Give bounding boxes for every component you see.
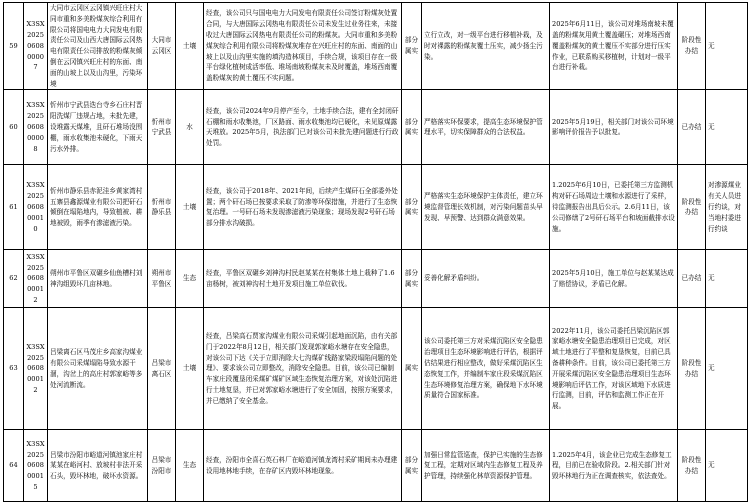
row-number: 59 <box>4 3 24 90</box>
case-code: X3SX2025060800012 <box>24 250 48 308</box>
table-row <box>4 90 748 165</box>
case-description: 大同市云冈区云冈镇兴旺庄村大同市重和多美粉煤灰综合利用有限公司将国电电力大同发电有限责任公司及山西大唐国际云冈热电有限责任公司排放的粉煤灰倾倒在云冈镇兴旺庄村的东面、南面的山坡上以及山沟里，污染环境 <box>48 3 148 90</box>
table-row <box>4 3 748 90</box>
handling-status: 阶段性办结 <box>678 430 706 502</box>
investigation-finding: 经查，该公司于2018年、2021年间，后续产生煤矸石全部委外处置；两个矸石场已按要求采取了防渗等环保措施，并进行了生态恢复治理。一号矸石场未发现渗滤液污染现象；现场发现2号矸石场部分排水沟破损。 <box>204 165 402 250</box>
case-description: 忻州市静乐县赤泥洼乡黄家湾村五寨县鑫源煤业有限公司把矸石倾倒在塌陷地内，导致植被、耕地被毁，雨季有渗滤液污染。 <box>48 165 148 250</box>
rectification-progress: 2022年11月，该公司委托吕梁沉陷区郭家峪水塘安全隐患治理项目已完成，对区域土地进行了平整和复垦恢复，目前已具备耕种条件。目前，该公司已委托第三方开展采煤沉陷区安全隐患治理项目生态环境影响后评估工作，对该区域地下水质进行监测，目前，评估和监测工作正在开展。 <box>550 308 678 430</box>
investigation-finding: 经查，平鲁区双碾乡刘神沟村民赵某某在村集体土地上栽种了1.6亩杨树，被刘神沟村土地开发项目施工单位砍伐。 <box>204 250 402 308</box>
rectification-progress: 2025年6月11日，该公司对堆场南坡未覆盖的粉煤灰用黄土覆盖碾压；对堆场西南覆盖粉煤灰的黄土覆压不实部分进行压实作业，已联系购买移植树，计划对一级平台进行补栽。 <box>550 3 678 90</box>
verdict: 部分属实 <box>402 90 422 165</box>
pollution-type: 土壤 <box>176 165 204 250</box>
row-number: 61 <box>4 165 24 250</box>
row-number: 64 <box>4 430 24 502</box>
rectification-progress: 1.2025年4月，该企业已完成生态修复工程，目前已在验收阶段。2.相关部门针对毁坏林地行为正在调查核实，依法查处。 <box>550 430 678 502</box>
table-row <box>4 430 748 502</box>
handling-status: 阶段性办结 <box>678 3 706 90</box>
rectification-measures: 该公司委托第三方对采煤沉陷区安全隐患治理项目生态环境影响进行评估，根据评估结果进行相应整改，做好采煤沉陷区生态恢复工作，并编制车家庄段采煤沉陷区生态环境修复治理方案，确保地下水环境质量符合国家标准。 <box>422 308 550 430</box>
area: 大同市云冈区 <box>148 3 176 90</box>
area: 朔州市平鲁区 <box>148 250 176 308</box>
handling-status: 已办结 <box>678 250 706 308</box>
case-description: 忻州市宁武县迭台寺乡石庄村晋阳洗煤厂违规占地，未批先建，设堆露天煤堆，且矸石堆场没围棚，雨水收集池未硬化，下雨天污水外排。 <box>48 90 148 165</box>
pollution-type: 水 <box>176 90 204 165</box>
investigation-finding: 经查，汾阳市全喜石英石料厂在峪道河镇龙湾村采矿期间未办理建设用地林地手续，在存矿区内毁坏林地现象。 <box>204 430 402 502</box>
row-number: 60 <box>4 90 24 165</box>
area: 吕梁市汾阳市 <box>148 430 176 502</box>
rectification-measures: 妥善化解矛盾纠纷。 <box>422 250 550 308</box>
verdict: 部分属实 <box>402 250 422 308</box>
accountability: 无 <box>706 90 748 165</box>
accountability: 无 <box>706 308 748 430</box>
accountability: 无 <box>706 430 748 502</box>
pollution-type: 土壤 <box>176 308 204 430</box>
row-number: 63 <box>4 308 24 430</box>
table-row <box>4 250 748 308</box>
accountability: 无 <box>706 3 748 90</box>
rectification-progress: 2025年5月10日，施工单位与赵某某达成了赔偿协议，矛盾已化解。 <box>550 250 678 308</box>
area: 吕梁市离石区 <box>148 308 176 430</box>
verdict: 部分属实 <box>402 3 422 90</box>
accountability: 无 <box>706 250 748 308</box>
table-row <box>4 308 748 430</box>
case-code: X3SX2025060800007 <box>24 3 48 90</box>
rectification-measures: 加强日常监管巡查，保护已实施的生态修复工程，定期对区域内生态修复工程及养护管理，持续强化林草资源保护管理。 <box>422 430 550 502</box>
case-code: X3SX2025060800008 <box>24 90 48 165</box>
investigation-finding: 经查，吕梁高石贾家沟煤业有限公司采煤引起地面沉陷，由有关部门于2022年8月12日，相关部门发现郭家峪水塘存在安全隐患，对该公司下达《关于立即消除大七沟煤矿线路家梁段塌陷问题的处理》、要求该公司立即整改，消除安全隐患。目前，该公司已编制车家庄段覆垦闭采煤矿煤矿区域生态恢复治理方案，对该处沉陷进行土地复垦，并已对郭家峪水塘进行了安全加固，按照方案要求，并已缴纳了安全基金。 <box>204 308 402 430</box>
rectification-measures: 严格落实生态环境保护主体责任，建立环境监督管理长效机制，对污染问题苗头早发现、早预警、达到群众满意效果。 <box>422 165 550 250</box>
case-code: X3SX2025060800012 <box>24 308 48 430</box>
pollution-type: 土壤 <box>176 3 204 90</box>
case-description: 吕梁市汾阳市峪道河镇池家庄村某某在峪河村、放坡村非法开采石头，毁坏林地，破坏水资源。 <box>48 430 148 502</box>
rectification-measures: 立行立改，对一级平台进行移植补栽，及时对裸露的粉煤灰覆土压实，减少扬尘污染。 <box>422 3 550 90</box>
pollution-type: 生态 <box>176 250 204 308</box>
verdict: 属实 <box>402 308 422 430</box>
verdict: 部分属实 <box>402 430 422 502</box>
area: 忻州市宁武县 <box>148 90 176 165</box>
area: 忻州市静乐县 <box>148 165 176 250</box>
pollution-type: 生态 <box>176 430 204 502</box>
handling-status: 阶段性办结 <box>678 165 706 250</box>
row-number: 62 <box>4 250 24 308</box>
verdict: 部分属实 <box>402 165 422 250</box>
complaint-table <box>3 2 748 502</box>
case-code: X3SX2025060800010 <box>24 165 48 250</box>
handling-status: 已办结 <box>678 90 706 165</box>
table-row <box>4 165 748 250</box>
investigation-finding: 经查，该公司2024年9月停产至今，土地手续合法，建有全封闭矸石棚和雨水收集池，厂区路面、雨水收集池均已硬化，未见原煤露天堆放。2025年5月，执法部门已对该公司未批先建问题进行行政处罚。 <box>204 90 402 165</box>
accountability: 对渗源煤业有关人员进行约谈，对当地村委进行约谈 <box>706 165 748 250</box>
rectification-progress: 1.2025年6月10日，已委托第三方监测机构对矸石场周边土壤和水源进行了采样，待监测报告出具后公示。2.6月11日，该公司修缮了2号矸石场平台和坡面截排水设施。 <box>550 165 678 250</box>
rectification-measures: 严格落实环保要求，提高生态环境保护管理水平，切实保障群众的合法权益。 <box>422 90 550 165</box>
investigation-finding: 经查，该公司只与国电电力大同发电有限责任公司签订粉煤灰处置合同，与大唐国际云冈热电有限责任公司未发生过业务往来，未接收过大唐国际云冈热电有限责任公司的粉煤灰。大同市重和多美粉煤灰综合利用有限公司将粉煤灰堆存在兴旺庄村的东面、南面的山坡上以及山沟里实施的填沟造林项目，手续合规，该项目存在一级平台绿化植树成活率低、堆场南坡粉煤灰未及时覆盖，堆场西南覆盖粉煤灰的黄土覆压不实问题。 <box>204 3 402 90</box>
case-description: 朔州市平鲁区双碾乡仙鱼槽村刘神沟组毁坏几亩林地。 <box>48 250 148 308</box>
case-description: 吕梁离石区马茂庄乡高家沟煤业有限公司采煤塌陷导致水源干涸，沟岔上的高庄村郭家峪等多处河流断流。 <box>48 308 148 430</box>
handling-status: 阶段性办结 <box>678 308 706 430</box>
case-code: X3SX2025060800015 <box>24 430 48 502</box>
rectification-progress: 2025年5月19日，相关部门对该公司环境影响评价报告予以批复。 <box>550 90 678 165</box>
